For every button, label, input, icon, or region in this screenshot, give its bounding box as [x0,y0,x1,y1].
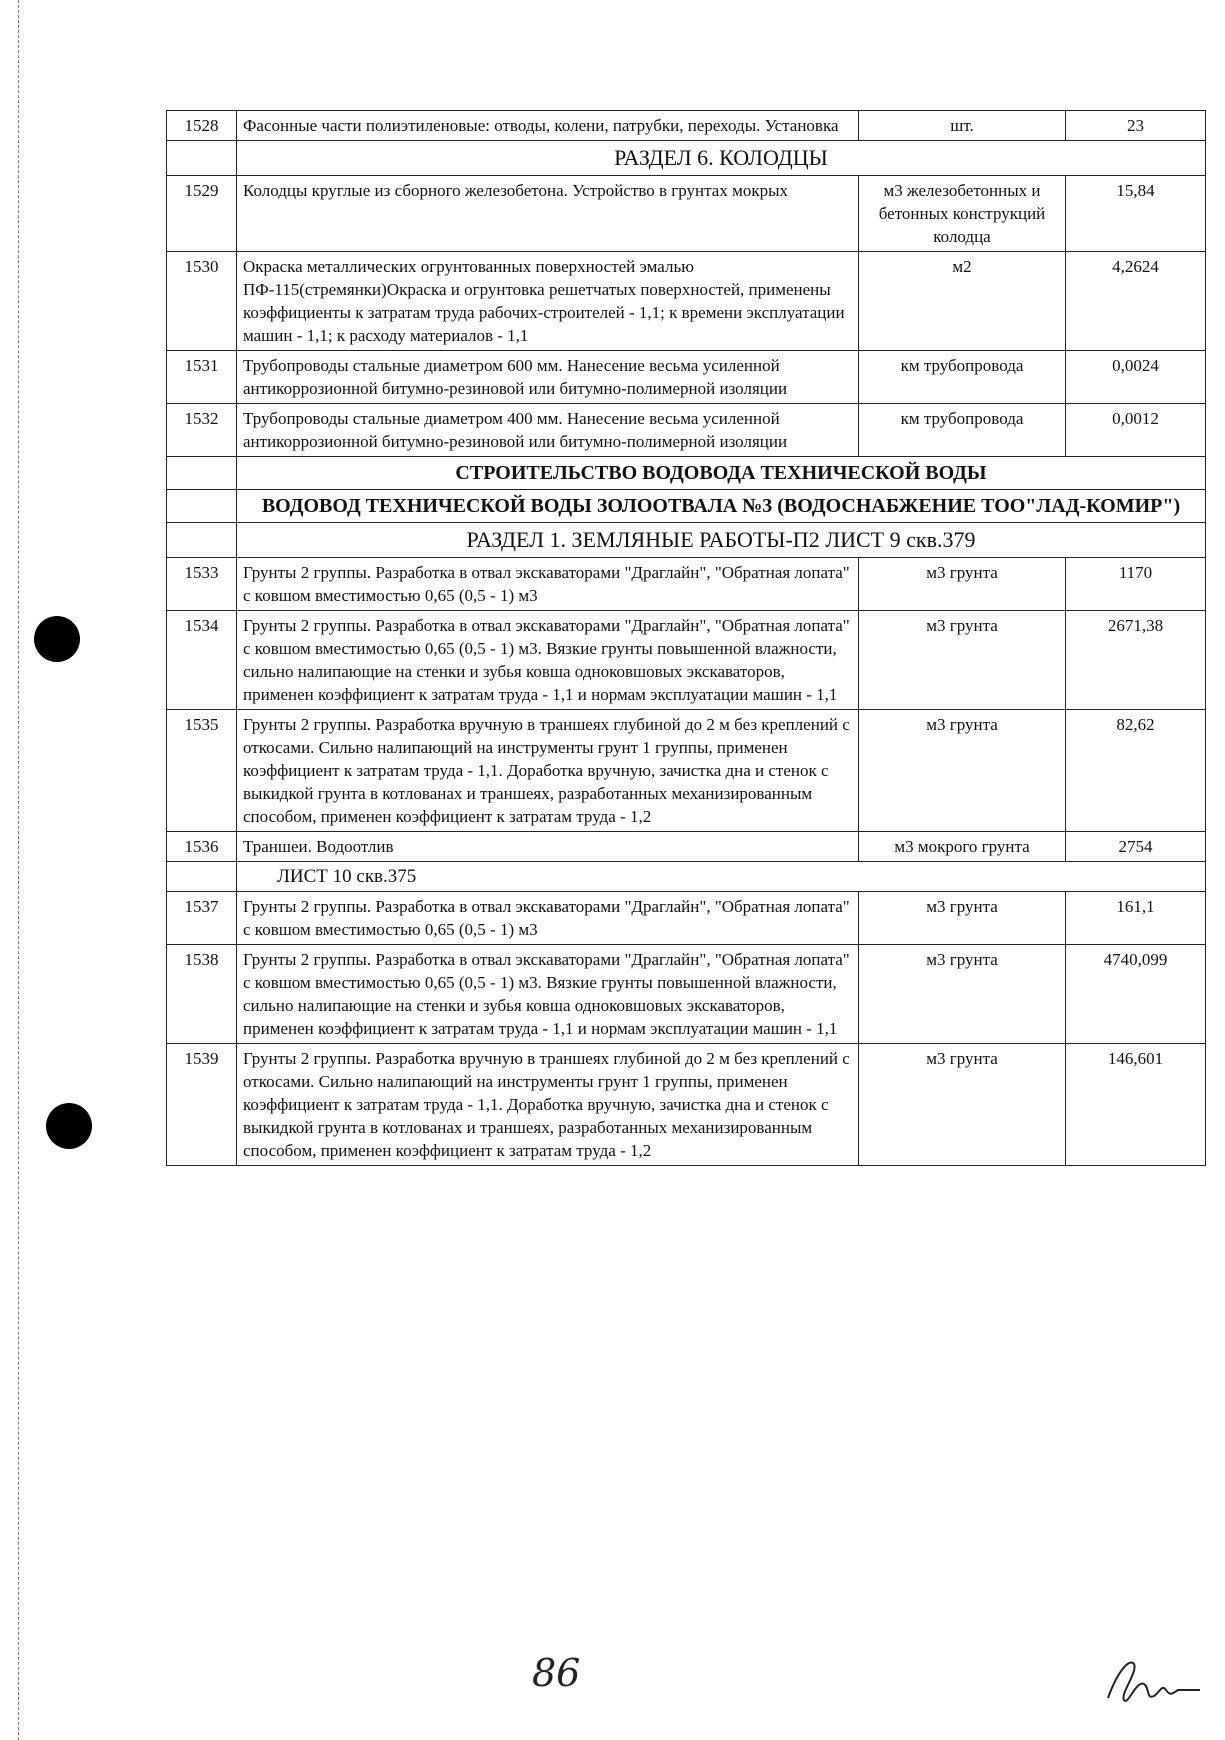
row-number: 1535 [167,710,237,832]
unit-of-measure: м3 грунта [859,710,1066,832]
works-table [166,110,1206,1166]
quantity: 161,1 [1066,892,1206,945]
empty-cell [167,457,237,490]
work-description: Траншеи. Водоотлив [237,832,859,862]
work-description: Трубопроводы стальные диаметром 400 мм. Нанесение весьма усиленной антикоррозионной битумно-резиновой или битумно-полимерной изоляции [237,404,859,457]
work-description: Фасонные части полиэтиленовые: отводы, колени, патрубки, переходы. Установка [237,111,859,141]
quantity: 15,84 [1066,176,1206,252]
section-title: ЛИСТ 10 скв.375 [237,862,1206,892]
section-title: РАЗДЕЛ 6. КОЛОДЦЫ [237,141,1206,176]
quantity: 146,601 [1066,1044,1206,1166]
section-title: ВОДОВОД ТЕХНИЧЕСКОЙ ВОДЫ ЗОЛООТВАЛА №3 (ВОДОСНАБЖЕНИЕ ТОО"ЛАД-КОМИР") [237,490,1206,523]
work-description: Трубопроводы стальные диаметром 600 мм. Нанесение весьма усиленной антикоррозионной битумно-резиновой или битумно-полимерной изоляции [237,351,859,404]
work-description: Грунты 2 группы. Разработка вручную в траншеях глубиной до 2 м без креплений с откосами. Сильно налипающий на инструменты грунт 1 группы, применен коэффициент к затратам труда - 1,1. Доработка вручную, зачистка дна и стенок с выкидкой грунта в котлованах и траншеях, разработанных механизированным способом, применен коэффициент к затратам труда - 1,2 [237,1044,859,1166]
scan-edge-line [18,0,20,1740]
unit-of-measure: м3 грунта [859,1044,1066,1166]
table-row [167,351,1206,404]
unit-of-measure: м3 грунта [859,945,1066,1044]
row-number: 1529 [167,176,237,252]
quantity: 0,0024 [1066,351,1206,404]
work-description: Грунты 2 группы. Разработка в отвал экскаваторами "Драглайн", "Обратная лопата" с ковшом вместимостью 0,65 (0,5 - 1) м3 [237,558,859,611]
empty-cell [167,523,237,558]
quantity: 2671,38 [1066,611,1206,710]
section-heading-row [167,490,1206,523]
section-heading-row [167,141,1206,176]
unit-of-measure: м3 грунта [859,558,1066,611]
punch-hole [34,616,80,662]
quantity: 4,2624 [1066,252,1206,351]
sheet-heading-row [167,862,1206,892]
row-number: 1536 [167,832,237,862]
empty-cell [167,141,237,176]
page-number: 86 [532,1651,581,1695]
unit-of-measure: км трубопровода [859,404,1066,457]
table-row [167,832,1206,862]
signature [1100,1650,1210,1710]
table-row [167,892,1206,945]
table-row [167,558,1206,611]
unit-of-measure: м3 грунта [859,892,1066,945]
row-number: 1528 [167,111,237,141]
work-description: Колодцы круглые из сборного железобетона. Устройство в грунтах мокрых [237,176,859,252]
section-title: РАЗДЕЛ 1. ЗЕМЛЯНЫЕ РАБОТЫ-П2 ЛИСТ 9 скв.379 [237,523,1206,558]
table-row [167,404,1206,457]
punch-hole [46,1103,92,1149]
row-number: 1538 [167,945,237,1044]
section-heading-row [167,457,1206,490]
quantity: 4740,099 [1066,945,1206,1044]
table-row [167,176,1206,252]
table-row [167,1044,1206,1166]
row-number: 1531 [167,351,237,404]
row-number: 1539 [167,1044,237,1166]
quantity: 0,0012 [1066,404,1206,457]
row-number: 1532 [167,404,237,457]
section-heading-row [167,523,1206,558]
unit-of-measure: м3 мокрого грунта [859,832,1066,862]
empty-cell [167,862,237,892]
table-row [167,252,1206,351]
work-description: Грунты 2 группы. Разработка в отвал экскаваторами "Драглайн", "Обратная лопата" с ковшом вместимостью 0,65 (0,5 - 1) м3. Вязкие грунты повышенной влажности, сильно налипающие на стенки и зубья ковша одноковшовых экскаваторов, применен коэффициент к затратам труда - 1,1 и нормам эксплуатации машин - 1,1 [237,945,859,1044]
work-description: Грунты 2 группы. Разработка в отвал экскаваторами "Драглайн", "Обратная лопата" с ковшом вместимостью 0,65 (0,5 - 1) м3 [237,892,859,945]
row-number: 1530 [167,252,237,351]
quantity: 23 [1066,111,1206,141]
row-number: 1537 [167,892,237,945]
quantity: 1170 [1066,558,1206,611]
quantity: 2754 [1066,832,1206,862]
quantity: 82,62 [1066,710,1206,832]
table-row [167,111,1206,141]
table-row [167,945,1206,1044]
work-description: Грунты 2 группы. Разработка вручную в траншеях глубиной до 2 м без креплений с откосами. Сильно налипающий на инструменты грунт 1 группы, применен коэффициент к затратам труда - 1,1. Доработка вручную, зачистка дна и стенок с выкидкой грунта в котлованах и траншеях, разработанных механизированным способом, применен коэффициент к затратам труда - 1,2 [237,710,859,832]
table-row [167,710,1206,832]
row-number: 1533 [167,558,237,611]
work-description: Окраска металлических огрунтованных поверхностей эмалью ПФ-115(стремянки)Окраска и огрунтовка решетчатых поверхностей, применены коэффициенты к затратам труда рабочих-строителей - 1,1; к времени эксплуатации машин - 1,1; к расходу материалов - 1,1 [237,252,859,351]
work-description: Грунты 2 группы. Разработка в отвал экскаваторами "Драглайн", "Обратная лопата" с ковшом вместимостью 0,65 (0,5 - 1) м3. Вязкие грунты повышенной влажности, сильно налипающие на стенки и зубья ковша одноковшовых экскаваторов, применен коэффициент к затратам труда - 1,1 и нормам эксплуатации машин - 1,1 [237,611,859,710]
unit-of-measure: шт. [859,111,1066,141]
unit-of-measure: м3 железобетонных и бетонных конструкций колодца [859,176,1066,252]
unit-of-measure: км трубопровода [859,351,1066,404]
empty-cell [167,490,237,523]
unit-of-measure: м3 грунта [859,611,1066,710]
row-number: 1534 [167,611,237,710]
section-title: СТРОИТЕЛЬСТВО ВОДОВОДА ТЕХНИЧЕСКОЙ ВОДЫ [237,457,1206,490]
table-row [167,611,1206,710]
unit-of-measure: м2 [859,252,1066,351]
